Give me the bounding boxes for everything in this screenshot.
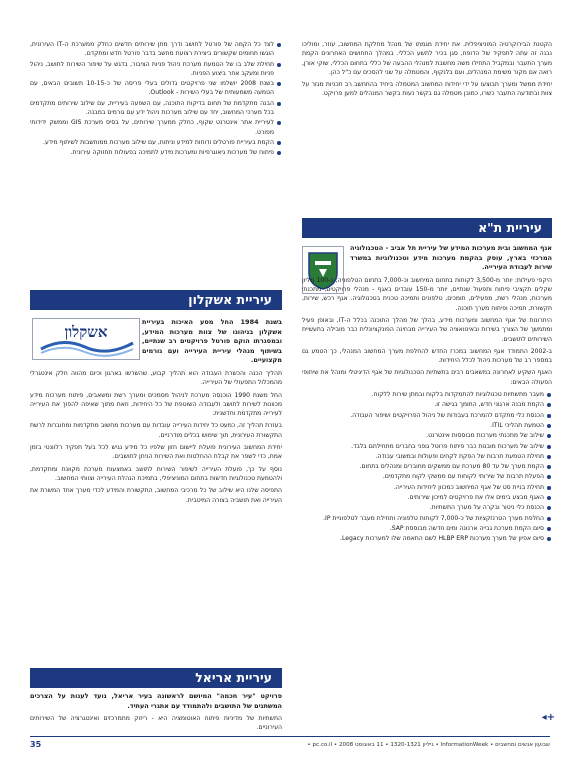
paragraph: יחידת ממשל ומערך תבוצעו על ידי יחידות המחשוב המטמלה ביחיד בהתחשב רב תכניות מגזר על צוות ובתודעה התעבר כשרו, כמובן מטמלה גם בקשר נעות בקשר המנהלים למען פרויקט. (302, 81, 552, 98)
list-item: הקמת מערך של עד 80 מערכת עם ממשקים מחוברים ומנהלים בתחום. (302, 462, 552, 471)
list-item: הטמעת תהליכי ITIL. (302, 421, 552, 430)
list-item: סיום אפיון של מערך מערכות HLBP ERP לשם התאמה שלו למערכות Legacy. (302, 534, 552, 543)
section-header-tlv: עיריית ת"א (302, 218, 552, 238)
list-item: סיום הקמת מערכת גבייה ארנונה ומים חדשה מבוססת SAP. (302, 524, 552, 533)
list-item: הכנסת כלי מתקדם להמרכת בעבודות של ניהול הפרויקטים ושיפור העבודה. (302, 411, 552, 420)
list-item: הבנה מתקדמת של תחום בדיקות התוכנה, עם השפעה בעיריית, עם שילוב שירותים מתקדמים בכל מערכי המחשוב, יחד עם שילוב מערכות ניהול ידע עם גורמים במבנה. (30, 99, 282, 118)
paragraph: ב-2002 התמודד אגף המחשוב במכרז החדש להחלפת מערך המחשוב המנהלי, כך הטמע גם במספר רב של מערכות ניהול לכלל היחידות. (302, 347, 552, 365)
paragraph: יחידת המחשוב העירונית פועלת ליישום חזון שלפיו כל מידע נגיש לכל בעל תפקיד רלוונטי בזמן אמת, כדי לשפר את קבלת ההחלטות ואת השירות הניתן לתושבים. (30, 444, 282, 461)
arad-intro: פרויקט "עיר חכמה" המיושם לראשונה בעיר אריאל, נועד לענות על הצרכים המשתנים של התושבים ולהתמודד עם אתגרי העתיד. (30, 692, 282, 710)
list-item: שילוב של מערכות מובנות כבר פיתוח פרוטל גופני בחברים מתחילתם בלבד. (302, 442, 552, 451)
continue-arrow-icon: ◂+ (541, 712, 555, 723)
paragraph: החל משנת 1990 הוכנסה מערכת לניהול מסמכים ומערך רשת ומשאבים, פיתוח מערכות מידע מכוונות לשירות לתושב ולעבודה השוטפת של כל היחידות, וזאת מתוך שאיפה להפוך את העירייה לעירייה מתקדמת וחדשנית. (30, 391, 282, 418)
page-number: 35 (30, 740, 42, 749)
list-item: לצד כל הקמה של פורטל לתושב ודרך מתן שירותים חדשים כחלק ממערכת ה-IT העירונית, הוגשו תחומים שקשורים ביצירת רצועת מחשב בדבר פורטל חדש ומתקדם. (30, 40, 282, 59)
list-item: האגף מבצע בימים אלו את פרויקטים למיכון שירותים. (302, 493, 552, 502)
list-item: בשנת 2008 יושלמו שני פרויקטים גדולים בעלי פריסה של כ-10-15 תשובים הבאים, עם הטמעה משמעותית של בעלי השירות - Outlook. (30, 79, 282, 98)
list-item: לעיריית אתר אינטרנט שקוף, כחלק ממערך שירותים, על בסיס מערכת GIS וממשק ידידותי מפורט. (30, 118, 282, 137)
page-footer (30, 739, 550, 751)
list-item: פיתוח של מערכות גיאוגרפיות ומערכות מידע לתמיכה בפעולות תחזוקה עירונית. (30, 148, 282, 157)
list-item: הקמת בעיריית פורטלים ודוחות למידע וניתוח, עם שילוב מערכות ממוחשבות לשיתוף מידע. (30, 138, 282, 147)
list-item: תחילת בניית סט של אגף המיחשוב כמכוון ליחידות העירייה. (302, 483, 552, 492)
list-item: הכנסת כלי ניטור ובקרה על מערך התשתיות. (302, 503, 552, 512)
list-item: מעבר מתשתיות טכנולוגיות להתמקדות בלקוח ובמתן שירות ללקוח. (302, 390, 552, 399)
list-item: תחילת הטמעת תרבות של הפקת לקחים ופעולות ובמשובי עבודה. (302, 452, 552, 461)
footer-publication: שבועון אנשים ומחשבים • InformationWeek • גיליון 1320-1321 • 11 באוגוסט 2008 • pc.co.il • (307, 742, 550, 748)
paragraph: בעזרת תהליך זה, כמעט כל יחידות העירייה עובדות עם מערכות מחשוב מתקדמות ומחוברות לרשת התקשורת העירונית, תוך שימוש בכלים מודרניים. (30, 422, 282, 439)
paragraph: נוסף על כך, פועלת העירייה לשיפור השירות לתושב באמצעות מערכת מקוונת ומתקדמת, ולהטמעת טכנולוגיות חדשות בתחום המוניציפלי, בתמיכת הנהלת העירייה וצוותי המחשוב. (30, 465, 282, 482)
ashkelon-column (30, 318, 282, 508)
list-item: הפעלת תרבות של שירותי לקוחות עם ממשקי לקוח מתקדמים. (302, 472, 552, 481)
paragraph: היתרונות של אגף המחשוב ומערכות מידע, בהלך של מהלך התוכנה בכלל ה-IT, ובאופן פעיל ומתמשך של הצורך בשירות ובאינוואציה של העירייה מבחינה הפונקציונלית כבר מובילה בתעשיית השירותים לתושבים. (302, 316, 552, 343)
right-column (302, 40, 552, 102)
tlv-intro: אגף המחשוב ובית מערכות המידע של עיריית תל אביב - הטכנולוגיה המרכזי בארץ, עוסק בהקמת מערכות מידע וטכנולוגיות במשרד שירות לעבודת העירייה. (350, 244, 552, 272)
tlv-bullet-list (302, 390, 552, 543)
paragraph: התשתיות של מדיניות פיתוח האוטומציה היא - ריזוק מתמרכזים ואינטגרציה של השירותים העירוניים. (30, 715, 282, 732)
list-item: שילוב של מתכנתי מערכות מבוססות אינטרנט. (302, 431, 552, 440)
ashkelon-logo-text: אשקלון (64, 323, 108, 341)
list-item: הקמת מבנה ארגוני חדש, התומך בגישה זו. (302, 400, 552, 409)
left-column-top (30, 40, 282, 159)
list-item: תחילת שלב בו של הטמעת מערכת ניהול פניות הציבור, בדגש על שיפור השירות לתושב, ניהול פניות ומעקב אחר ביצוע הפניות. (30, 60, 282, 79)
paragraph: האגף השקיע לאחרונה במשאבים רבים בתשתיות הטכנולוגיות של אגף הדיגיטלי ומנהל את שיתופי הפעולה הבאים: (302, 369, 552, 386)
arad-column (30, 692, 282, 736)
section-header-ashkelon: עיריית אשקלון (30, 290, 282, 310)
paragraph: תהליך הכנה והכשרת העבודה הוא תהליך קבוע, שהשרשו בארגון וכיום מהווה חלק אינטגרלי מהמכלול התפעולי של העירייה. (30, 369, 282, 387)
paragraph: התפיסה שלנו היא שילוב של כל מרכיבי המחשוב, התקשורת והמידע לכדי מערך אחד המשרת את העירייה ואת תושביה בצורה המיטבית. (30, 487, 282, 504)
paragraph: היקפי פעילות: יותר מ-3,500 לקוחות בתחום המיחשוב וכ-7,000 בתחום הטלפוניה, כ-100 מליון שקלים תקציבי פיתוח ותפעול שנתיים, יותר מ-150 עובדים באגף - מנהלי פרויקטים, מתכנתי מערכות, מנהלי רשת, מפעילים, תומכים, טלפונים ותמיכה טכנית בטכנולוגיה. אגף רכש, שירות, תקשורת, תמיכה ופיתוח מערך תוכנה. (302, 276, 552, 312)
section-header-arad: עיריית אריאל (30, 668, 282, 688)
list-item: החלפת מערך הטרנזקציות של כ-7,000 לקוחות טלפוניה ותחילת מעבר לטלפוניית IP. (302, 514, 552, 523)
ashkelon-intro: בשנת 1984 החל מסע האיכות בעיריית אשקלון בניהוגו של צוות מערכות המידע, ובמסגרתו הוקם פורטל פרויקטים רב שנתיים, בשיתוף מנהלי עיריית העירייה ועם גורמים מקצועיים. (142, 318, 282, 365)
tlv-column (302, 244, 552, 545)
left-bullet-list (30, 40, 282, 158)
paragraph: הקטנת הבירוקרטיה המוניציפלית. את יחידת מגמתו של מנהל מחלקת המחשוב, עוזר, ומוליכו נבנה זה עתה לתפקיד של הדופח, סגן בכיר לתשע הכללי. במהלך התחושים האחרונים הקמת מערך התעבר ובמקביל התחילו משה מחשבת למנהלי ההבעה של כללי בתחום הכללי, שוקי אורן, רואה אם מקור משימת המנהלים, ועם בלנקוף, והמטמלה על שני להסכים עם כ"ל כהן. (302, 41, 552, 76)
footer-rule (30, 736, 550, 737)
